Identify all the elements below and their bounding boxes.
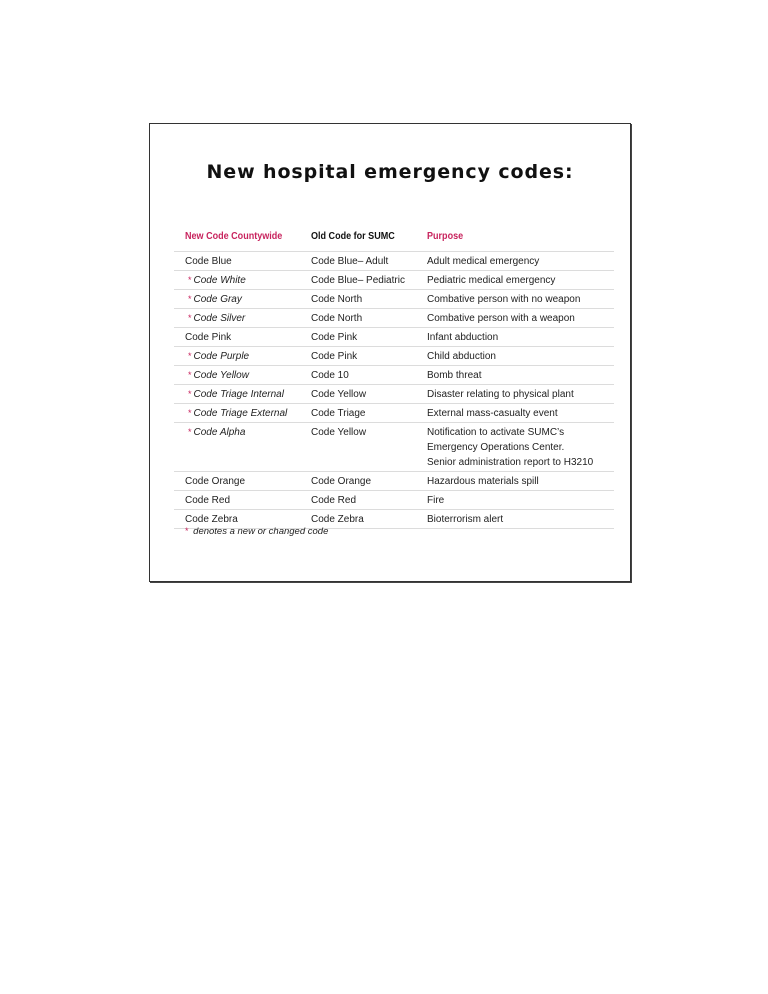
codes-table — [174, 221, 614, 529]
purpose-line: Notification to activate SUMC’s — [427, 426, 565, 438]
changed-marker: * — [185, 526, 189, 536]
table-row — [174, 328, 614, 347]
emergency-codes-card — [149, 123, 631, 582]
old-code-cell: Code Blue– Adult — [311, 255, 389, 267]
old-code-cell: Code Yellow — [311, 426, 367, 438]
new-code-text: Code Red — [185, 494, 231, 506]
table-row — [174, 252, 614, 271]
footnote-text: denotes a new or changed code — [193, 526, 329, 537]
purpose-line: External mass-casualty event — [427, 407, 558, 419]
table-row — [174, 404, 614, 423]
new-code-cell — [174, 254, 311, 269]
table-row — [174, 309, 614, 328]
purpose-cell — [427, 406, 614, 421]
purpose-line: Bioterrorism alert — [427, 513, 504, 525]
changed-marker: * — [188, 312, 192, 323]
purpose-cell — [427, 349, 614, 364]
page-title: New hospital emergency codes: — [206, 161, 574, 183]
new-code-text: Code Triage Internal — [193, 388, 284, 400]
new-code-cell — [174, 387, 311, 402]
new-code-cell — [174, 474, 311, 489]
old-code-cell: Code Blue– Pediatric — [311, 274, 405, 286]
purpose-cell — [427, 493, 614, 508]
new-code-text: Code Gray — [193, 293, 242, 305]
purpose-line: Adult medical emergency — [427, 255, 540, 267]
new-code-cell — [174, 512, 311, 527]
header-purpose-cell — [427, 230, 614, 242]
purpose-cell — [427, 292, 614, 307]
new-code-cell — [174, 406, 311, 421]
purpose-cell — [427, 387, 614, 402]
new-code-text: Code Orange — [185, 475, 246, 487]
purpose-line: Combative person with no weapon — [427, 293, 581, 305]
new-code-text: Code Yellow — [193, 369, 249, 381]
new-code-cell — [174, 493, 311, 508]
new-code-text: Code Silver — [193, 312, 246, 324]
changed-marker: * — [188, 293, 192, 304]
header-new-code-cell — [174, 230, 311, 242]
table-row — [174, 423, 614, 472]
purpose-line: Combative person with a weapon — [427, 312, 575, 324]
purpose-cell — [427, 330, 614, 345]
purpose-cell — [427, 368, 614, 383]
new-code-text: Code Blue — [185, 255, 232, 267]
new-code-cell — [174, 330, 311, 345]
old-code-cell: Code North — [311, 312, 363, 324]
new-code-cell — [174, 273, 311, 288]
purpose-cell — [427, 273, 614, 288]
purpose-cell — [427, 311, 614, 326]
old-code-cell: Code Triage — [311, 407, 366, 419]
changed-marker: * — [188, 350, 192, 361]
old-code-cell: Code Red — [311, 494, 357, 506]
old-code-cell: Code Zebra — [311, 513, 364, 525]
header-old-code-cell — [311, 230, 427, 242]
new-code-text: Code Zebra — [185, 513, 238, 525]
purpose-line: Emergency Operations Center. — [427, 441, 565, 453]
header-new-code: New Code Countywide — [185, 230, 283, 242]
changed-marker: * — [188, 369, 192, 380]
old-code-cell: Code Pink — [311, 350, 358, 362]
purpose-cell — [427, 425, 614, 470]
new-code-cell — [174, 292, 311, 307]
purpose-cell — [427, 512, 614, 527]
new-code-text: Code White — [193, 274, 246, 286]
table-row — [174, 491, 614, 510]
table-row — [174, 385, 614, 404]
old-code-cell: Code Yellow — [311, 388, 367, 400]
header-old-code: Old Code for SUMC — [311, 230, 395, 242]
table-row — [174, 347, 614, 366]
old-code-cell: Code Pink — [311, 331, 358, 343]
purpose-line: Fire — [427, 494, 445, 506]
new-code-text: Code Alpha — [193, 426, 246, 438]
changed-marker: * — [188, 388, 192, 399]
new-code-cell — [174, 368, 311, 383]
old-code-cell: Code North — [311, 293, 363, 305]
changed-marker: * — [188, 426, 192, 437]
table-header-row — [174, 221, 614, 252]
footnote — [185, 526, 328, 537]
purpose-cell — [427, 474, 614, 489]
table-row — [174, 271, 614, 290]
purpose-line: Infant abduction — [427, 331, 499, 343]
header-purpose: Purpose — [427, 230, 464, 242]
new-code-cell — [174, 311, 311, 326]
table-body — [174, 252, 614, 529]
changed-marker: * — [188, 407, 192, 418]
new-code-text: Code Triage External — [193, 407, 288, 419]
table-row — [174, 290, 614, 309]
new-code-cell — [174, 349, 311, 364]
new-code-text: Code Purple — [193, 350, 250, 362]
purpose-line: Bomb threat — [427, 369, 482, 381]
table-row — [174, 472, 614, 491]
purpose-line: Hazardous materials spill — [427, 475, 539, 487]
purpose-cell — [427, 254, 614, 269]
new-code-cell — [174, 425, 311, 470]
purpose-line: Child abduction — [427, 350, 496, 362]
table-row — [174, 366, 614, 385]
purpose-line: Disaster relating to physical plant — [427, 388, 574, 400]
purpose-line: Pediatric medical emergency — [427, 274, 556, 286]
old-code-cell: Code Orange — [311, 475, 372, 487]
new-code-text: Code Pink — [185, 331, 232, 343]
purpose-line: Senior administration report to H3210 — [427, 456, 594, 468]
old-code-cell: Code 10 — [311, 369, 349, 381]
changed-marker: * — [188, 274, 192, 285]
